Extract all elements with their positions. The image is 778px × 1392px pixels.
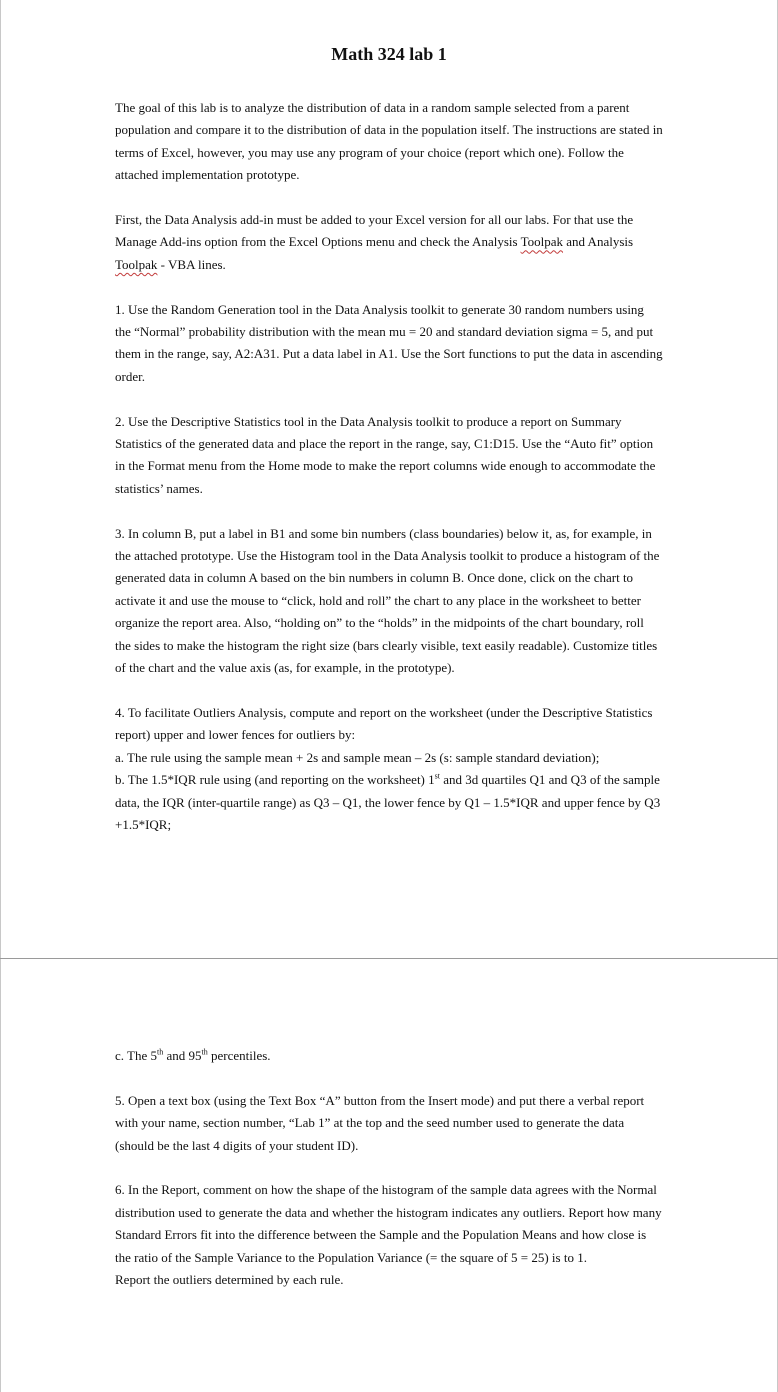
page-1-content — [115, 97, 663, 836]
addin-paragraph — [115, 209, 663, 276]
intro-paragraph: The goal of this lab is to analyze the distribution of data in a random sample selected from a parent population and compare it to the distribution of data in the population itself. The instructions are stated in terms of Excel, however, you may use any program of your choice (report which one). Follow the attached implementation prototype. — [115, 100, 663, 183]
step-4b-text-rest: and 3d quartiles Q1 and Q3 of the sample data, the IQR (inter-quartile range) as Q3 – Q1, the lower fence by Q1 – 1.5*IQR and upper fence by Q3 +1.5*IQR; — [115, 772, 661, 832]
superscript-th-2: th — [201, 1047, 208, 1057]
document-title: Math 324 lab 1 — [331, 44, 447, 64]
step-4b-text-before: b. The 1.5*IQR rule using (and reporting on the worksheet) 1 — [115, 772, 435, 788]
step-4b-item — [115, 769, 663, 836]
superscript-th-1: th — [157, 1047, 164, 1057]
step-4c-text-before: c. The 5 — [115, 1048, 157, 1063]
step-5-paragraph: 5. Open a text box (using the Text Box “A” button from the Insert mode) and put there a verbal report with your name, section number, “Lab 1” at the top and the seed number used to generate the data (should be the last 4 digits of your student ID). — [115, 1092, 645, 1153]
spellcheck-word-toolpak-1: Toolpak — [520, 234, 563, 250]
step-3-paragraph: 3. In column B, put a label in B1 and some bin numbers (class boundaries) below it, as, for example, in the attached prototype. Use the Histogram tool in the Data Analysis toolkit to produce a histogram of the generated data in column A based on the bin numbers in column B. Once done, click on the chart to activate it and use the mouse to “click, hold and roll” the chart to any place in the worksheet to better organize the report area. Also, “holding on” to the “holds” in the midpoints of the chart boundary, roll the sides to make the histogram the right size (bars clearly visible, text easily readable). Customize titles of the chart and the value axis (as, for example, in the prototype). — [115, 525, 660, 676]
addin-text-after: - VBA lines. — [157, 256, 226, 272]
step-6-last-line: Report the outliers determined by each rule. — [115, 1272, 344, 1288]
step-6-paragraph: 6. In the Report, comment on how the shape of the histogram of the sample data agrees with the Normal distribution used to generate the data and whether the histogram indicates any outliers. Report how many Standard Errors fit into the difference between the Sample and the Population Means and how close is the ratio of the Sample Variance to the Population Variance (= the square of 5 = 25) is to 1. — [115, 1182, 662, 1265]
addin-text-middle: and Analysis — [563, 234, 634, 250]
step-4-intro: 4. To facilitate Outliers Analysis, compute and report on the worksheet (under the Descriptive Statistics report) upper and lower fences for outliers by: — [115, 704, 653, 743]
page-2-content — [115, 1045, 663, 1291]
step-1-paragraph: 1. Use the Random Generation tool in the Data Analysis toolkit to generate 30 random numbers using the “Normal” probability distribution with the mean mu = 20 and standard deviation sigma = 5, and put them in the range, say, A2:A31. Put a data label in A1. Use the Sort functions to put the data in ascending order. — [115, 301, 663, 384]
superscript-st: st — [434, 771, 440, 781]
step-4c-text-mid: and 95 — [163, 1048, 202, 1063]
spellcheck-word-toolpak-2: Toolpak — [115, 256, 158, 272]
step-2-paragraph: 2. Use the Descriptive Statistics tool in the Data Analysis toolkit to produce a report on Summary Statistics of the generated data and place the report in the range, say, C1:D15. Use the “Auto fit” option in the Format menu from the Home mode to make the report columns wide enough to accommodate the statistics’ names. — [115, 413, 656, 496]
step-4c-item — [115, 1045, 663, 1067]
addin-text-before: First, the Data Analysis add-in must be added to your Excel version for all our labs. For that use the Manage Add-ins option from the Excel Options menu and check the Analysis — [115, 212, 634, 250]
step-4c-text-after: percentiles. — [207, 1048, 271, 1063]
step-4a-item: a. The rule using the sample mean + 2s and sample mean – 2s (s: sample standard deviation); — [115, 749, 600, 765]
